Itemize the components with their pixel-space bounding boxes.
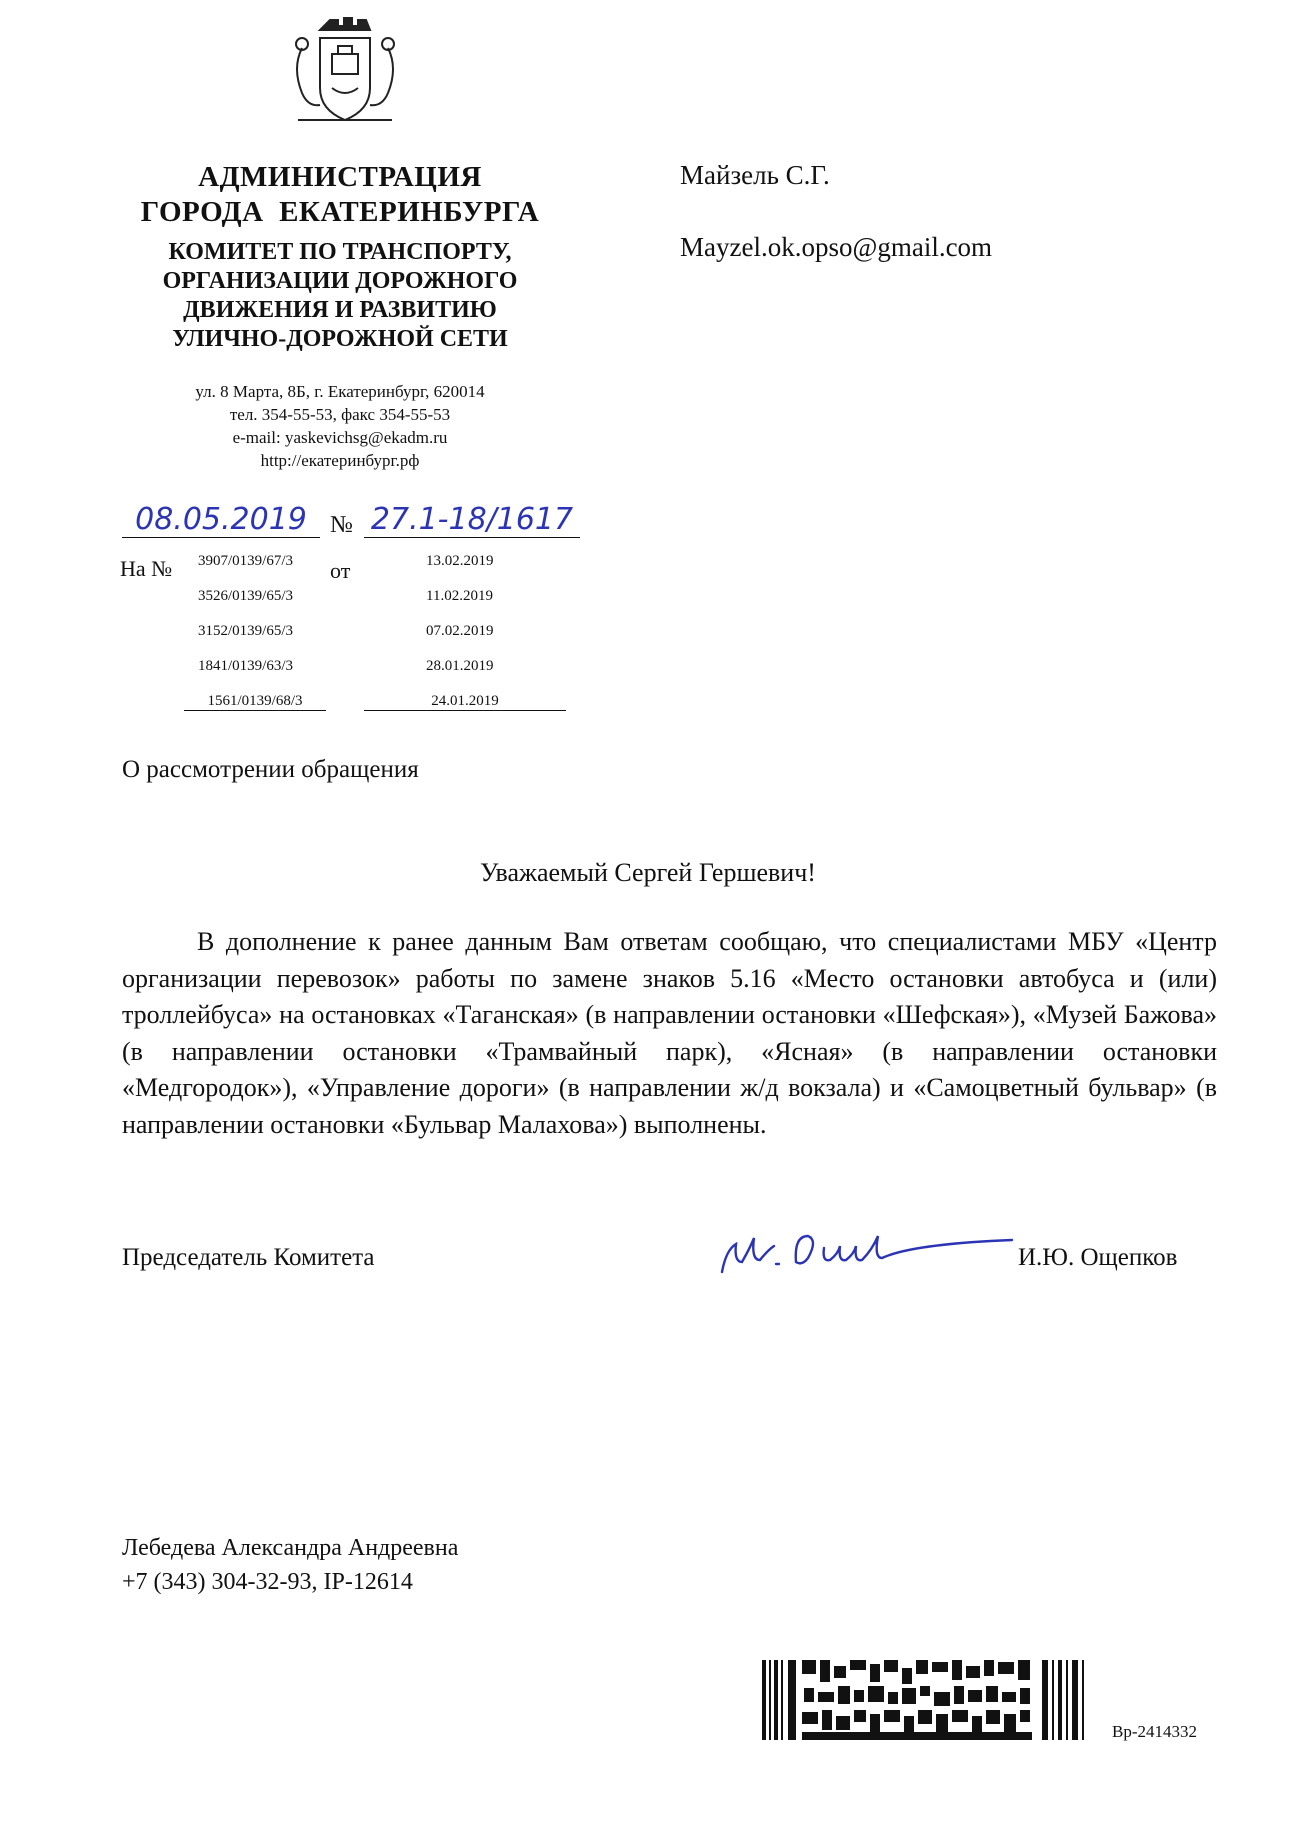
reference-number: 3152/0139/65/3 (198, 623, 294, 639)
committee-line-4: УЛИЧНО-ДОРОЖНОЙ СЕТИ (172, 326, 508, 352)
reference-date: 28.01.2019 (426, 658, 494, 674)
executor-info (122, 1531, 458, 1599)
reference-date: 13.02.2019 (426, 553, 494, 569)
number-sign: № (330, 512, 353, 538)
email: e-mail: yaskevichsg@ekadm.ru (232, 428, 448, 447)
recipient-name: Майзель С.Г. (680, 160, 830, 190)
outgoing-number: 27.1-18/1617 (364, 502, 580, 538)
organization-name (100, 160, 580, 230)
signatory-name: И.Ю. Ощепков (1018, 1244, 1178, 1271)
website: http://екатеринбург.рф (260, 451, 420, 470)
committee-name (100, 238, 580, 354)
reference-number: 3526/0139/65/3 (198, 588, 294, 604)
executor-name: Лебедева Александра Андреевна (122, 1535, 459, 1561)
committee-line-2: ОРГАНИЗАЦИИ ДОРОЖНОГО (162, 268, 518, 294)
greeting: Уважаемый Сергей Гершевич! (480, 858, 816, 887)
document-code: Вр-2414332 (1112, 1722, 1197, 1741)
reference-label: На № (120, 556, 173, 581)
barcode (762, 1660, 1092, 1740)
reference-date: 07.02.2019 (426, 623, 494, 639)
letter-body (122, 924, 1217, 1143)
reference-number: 3907/0139/67/3 (198, 553, 294, 569)
contact-info (100, 380, 580, 472)
handwritten-signature (714, 1218, 1014, 1278)
reference-date: 24.01.2019 (364, 693, 566, 711)
reference-number: 1841/0139/63/3 (198, 658, 294, 674)
reference-from-label: от (330, 558, 351, 583)
address: ул. 8 Марта, 8Б, г. Екатеринбург, 620014 (195, 382, 485, 401)
outgoing-date: 08.05.2019 (122, 502, 320, 538)
executor-phone: +7 (343) 304-32-93, IP-12614 (122, 1569, 413, 1595)
body-paragraph: В дополнение к ранее данным Вам ответам сообщаю, что специалистами МБУ «Центр организации перевозок» работы по замене знаков 5.16 «Место остановки автобуса и (или) троллейбуса» на остановках «Таганская» (в направлении остановки «Шефская»), «Музей Бажова» (в направлении остановки «Трамвайный парк), «Ясная» (в направлении остановки «Медгородок»), «Управление дороги» (в направлении ж/д вокзала) и «Самоцветный бульвар» (в направлении остановки «Бульвар Малахова») выполнены. (122, 927, 1217, 1139)
org-line-1: АДМИНИСТРАЦИЯ (198, 161, 482, 193)
reference-number: 1561/0139/68/3 (184, 693, 326, 711)
phone-fax: тел. 354-55-53, факс 354-55-53 (229, 405, 451, 424)
org-line-2: ГОРОДА ЕКАТЕРИНБУРГА (140, 196, 540, 228)
signatory-title: Председатель Комитета (122, 1244, 375, 1271)
subject-line: О рассмотрении обращения (122, 756, 419, 783)
recipient-email: Mayzel.ok.opso@gmail.com (680, 232, 993, 262)
reference-date: 11.02.2019 (426, 588, 493, 604)
committee-line-3: ДВИЖЕНИЯ И РАЗВИТИЮ (183, 297, 497, 323)
committee-line-1: КОМИТЕТ ПО ТРАНСПОРТУ, (168, 239, 512, 265)
coat-of-arms-icon (280, 8, 410, 138)
